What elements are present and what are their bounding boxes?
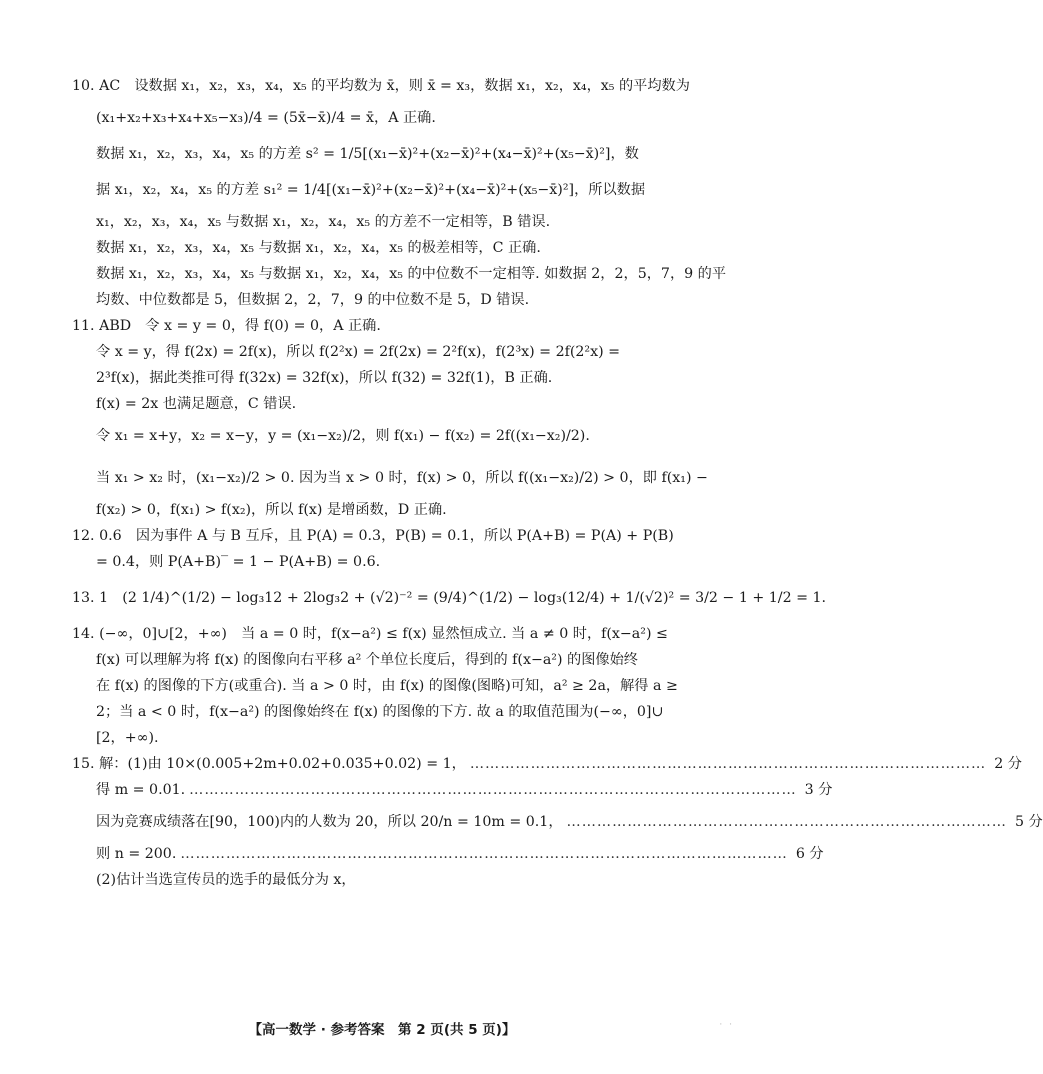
answer-content xyxy=(72,76,1043,890)
score-points: 2 分 xyxy=(994,756,1022,772)
q15-line: (2)估计当选宣传员的选手的最低分为 x， xyxy=(96,872,356,888)
q15-step-line xyxy=(72,780,833,800)
q15-step-line xyxy=(72,844,824,864)
q14-line: 14. (−∞，0]∪[2，+∞) 当 a = 0 时，f(x−a²) ≤ f(x) 显然恒成立. 当 a ≠ 0 时，f(x−a²) ≤ xyxy=(72,626,668,642)
q13-line: 13. 1 (2 1/4)^(1/2) − log₃12 + 2log₃2 + (√2)⁻² = (9/4)^(1/2) − log₃(12/4) + 1/(√2)² = 3/2 − 1 + 1/2 = 1. xyxy=(72,590,827,606)
q10-line: 据 x₁，x₂，x₄，x₅ 的方差 s₁² = 1/4[(x₁−x̄)²+(x₂−x̄)²+(x₄−x̄)²+(x₅−x̄)²]，所以数据 xyxy=(96,182,646,198)
score-points: 5 分 xyxy=(1014,814,1043,830)
leader-dots: ………………………………………………………………………………………… xyxy=(469,756,987,772)
q10-line: 数据 x₁，x₂，x₃，x₄，x₅ 的方差 s² = 1/5[(x₁−x̄)²+(x₂−x̄)²+(x₄−x̄)²+(x₅−x̄)²]，数 xyxy=(96,146,639,162)
q15-step-text: 15. 解：(1)由 10×(0.005+2m+0.02+0.035+0.02) = 1， xyxy=(72,756,466,772)
leader-dots: ………………………………………………………………………………………………………… xyxy=(180,846,788,862)
q11-line: f(x₂) > 0，f(x₁) > f(x₂)，所以 f(x) 是增函数，D 正确. xyxy=(96,502,447,518)
page-footer: 【高一数学 · 参考答案 第 2 页(共 5 页)】 xyxy=(248,1022,516,1038)
q15-step-text: 因为竞赛成绩落在[90，100)内的人数为 20，所以 20/n = 10m = 0.1， xyxy=(96,814,563,830)
q11-line: 11. ABD 令 x = y = 0，得 f(0) = 0，A 正确. xyxy=(72,318,381,334)
q11-line: 2³f(x)，据此类推可得 f(32x) = 32f(x)，所以 f(32) = 32f(1)，B 正确. xyxy=(96,370,553,386)
q11-line: f(x) = 2x 也满足题意，C 错误. xyxy=(96,396,297,412)
leader-dots: …………………………………………………………………………… xyxy=(566,814,1007,830)
score-points: 6 分 xyxy=(795,846,824,862)
score-points: 3 分 xyxy=(804,782,833,798)
leader-dots: ………………………………………………………………………………………………………… xyxy=(189,782,797,798)
q10-line: (x₁+x₂+x₃+x₄+x₅−x₃)/4 = (5x̄−x̄)/4 = x̄，A 正确. xyxy=(96,110,436,126)
q15-step-text: 得 m = 0.01. xyxy=(96,782,186,798)
q10-line: 数据 x₁，x₂，x₃，x₄，x₅ 与数据 x₁，x₂，x₄，x₅ 的中位数不一定相等. 如数据 2，2，5，7，9 的平 xyxy=(96,266,727,282)
q15-step-line xyxy=(72,754,1022,774)
q11-line: 令 x₁ = x+y，x₂ = x−y，y = (x₁−x₂)/2，则 f(x₁) − f(x₂) = 2f((x₁−x₂)/2). xyxy=(96,428,590,444)
q12-line: 12. 0.6 因为事件 A 与 B 互斥，且 P(A) = 0.3，P(B) = 0.1，所以 P(A+B) = P(A) + P(B) xyxy=(72,528,674,544)
q10-line: x₁，x₂，x₃，x₄，x₅ 与数据 x₁，x₂，x₄，x₅ 的方差不一定相等，B 错误. xyxy=(96,214,551,230)
q14-line: 2；当 a < 0 时，f(x−a²) 的图像始终在 f(x) 的图像的下方. 故 a 的取值范围为(−∞，0]∪ xyxy=(96,704,664,720)
q11-line: 令 x = y，得 f(2x) = 2f(x)，所以 f(2²x) = 2f(2x) = 2²f(x)，f(2³x) = 2f(2²x) = xyxy=(96,344,621,360)
q11-line: 当 x₁ > x₂ 时，(x₁−x₂)/2 > 0. 因为当 x > 0 时，f(x) > 0，所以 f((x₁−x₂)/2) > 0，即 f(x₁) − xyxy=(96,470,708,486)
q10-line: 均数、中位数都是 5，但数据 2，2，7，9 的中位数不是 5，D 错误. xyxy=(96,292,530,308)
q10-line: 数据 x₁，x₂，x₃，x₄，x₅ 与数据 x₁，x₂，x₄，x₅ 的极差相等，C 正确. xyxy=(96,240,541,256)
q15-step-line xyxy=(72,812,1043,832)
scan-mark: · · xyxy=(719,1020,734,1030)
q14-line: [2，+∞). xyxy=(96,730,159,746)
q15-step-text: 则 n = 200. xyxy=(96,846,177,862)
q12-line: = 0.4，则 P(A+B)‾ = 1 − P(A+B) = 0.6. xyxy=(96,554,381,570)
q10-line: 10. AC 设数据 x₁，x₂，x₃，x₄，x₅ 的平均数为 x̄，则 x̄ = x₃，数据 x₁，x₂，x₄，x₅ 的平均数为 xyxy=(72,78,690,94)
q14-line: f(x) 可以理解为将 f(x) 的图像向右平移 a² 个单位长度后，得到的 f(x−a²) 的图像始终 xyxy=(96,652,638,668)
q14-line: 在 f(x) 的图像的下方(或重合). 当 a > 0 时，由 f(x) 的图像(图略)可知，a² ≥ 2a，解得 a ≥ xyxy=(96,678,678,694)
